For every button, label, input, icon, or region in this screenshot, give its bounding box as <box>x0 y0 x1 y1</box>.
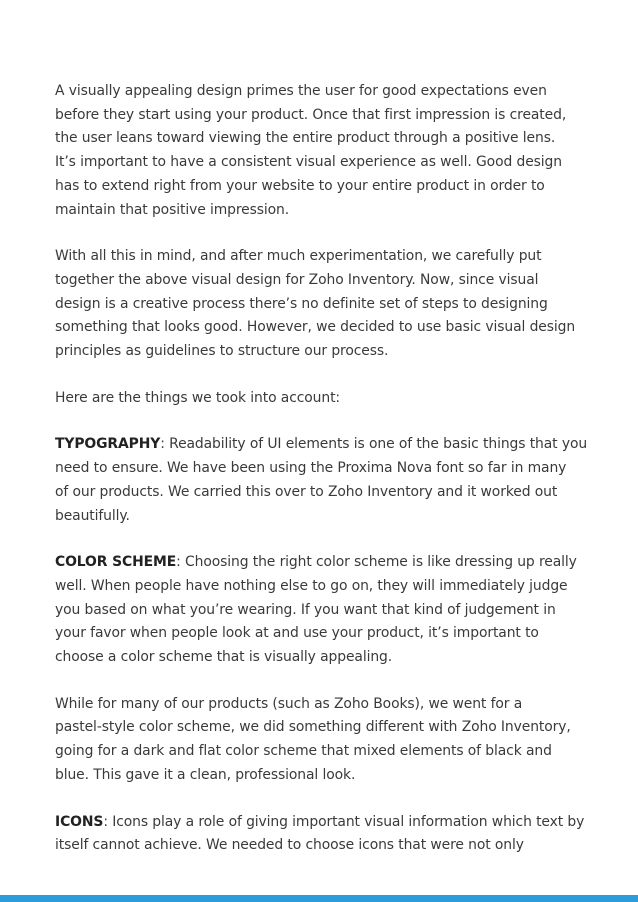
text-fragment: : Readability of UI elements is one of the basic things that you <box>160 436 588 453</box>
text-line: It’s important to have a consistent visual experience as well. Good design <box>55 154 562 171</box>
text-fragment: : Icons play a role of giving important visual information which text by <box>103 813 585 830</box>
section-heading-color-scheme: COLOR SCHEME <box>55 554 177 571</box>
text-line: together the above visual design for Zoho Inventory. Now, since visual <box>55 271 539 288</box>
text-line: maintain that positive impression. <box>55 201 290 218</box>
text-line: your favor when people look at and use your product, it’s important to <box>55 625 539 642</box>
text-line: the user leans toward viewing the entire product through a positive lens. <box>55 130 556 147</box>
section-heading-icons: ICONS <box>55 813 104 830</box>
text-line: blue. This gave it a clean, professional look. <box>55 766 356 783</box>
text-line: need to ensure. We have been using the Proxima Nova font so far in many <box>55 460 567 477</box>
text-line <box>55 551 603 575</box>
section-heading-typography: TYPOGRAPHY <box>55 436 161 453</box>
paragraph-intro <box>55 80 603 222</box>
text-line: principles as guidelines to structure our process. <box>55 343 389 360</box>
text-line: well. When people have nothing else to go on, they will immediately judge <box>55 577 568 594</box>
text-fragment: : Choosing the right color scheme is like dressing up really <box>176 554 577 571</box>
text-line: you based on what you’re wearing. If you want that kind of judgement in <box>55 601 556 618</box>
text-line: Here are the things we took into account: <box>55 389 340 406</box>
text-line <box>55 811 603 835</box>
text-line: has to extend right from your website to your entire product in order to <box>55 177 545 194</box>
paragraph-typography <box>55 433 603 528</box>
paragraph-color-choice <box>55 693 603 788</box>
text-line: itself cannot achieve. We needed to choose icons that were not only <box>55 837 524 854</box>
text-line: going for a dark and flat color scheme that mixed elements of black and <box>55 743 552 760</box>
paragraph-icons <box>55 811 603 858</box>
text-line: of our products. We carried this over to Zoho Inventory and it worked out <box>55 483 558 500</box>
text-line: design is a creative process there’s no definite set of steps to designing <box>55 295 548 312</box>
text-line: something that looks good. However, we decided to use basic visual design <box>55 319 576 336</box>
document-body <box>55 80 603 881</box>
text-line: A visually appealing design primes the user for good expectations even <box>55 83 547 99</box>
text-line: With all this in mind, and after much experimentation, we carefully put <box>55 248 542 265</box>
text-line: While for many of our products (such as Zoho Books), we went for a <box>55 695 523 712</box>
text-line: beautifully. <box>55 507 130 524</box>
footer-accent-bar <box>0 895 638 902</box>
text-line: choose a color scheme that is visually appealing. <box>55 649 393 666</box>
paragraph-color-scheme <box>55 551 603 670</box>
text-line <box>55 433 603 457</box>
text-line: before they start using your product. Once that first impression is created, <box>55 106 567 123</box>
text-line: pastel-style color scheme, we did something different with Zoho Inventory, <box>55 719 571 736</box>
paragraph-design-process <box>55 245 603 364</box>
paragraph-things-considered <box>55 387 603 411</box>
